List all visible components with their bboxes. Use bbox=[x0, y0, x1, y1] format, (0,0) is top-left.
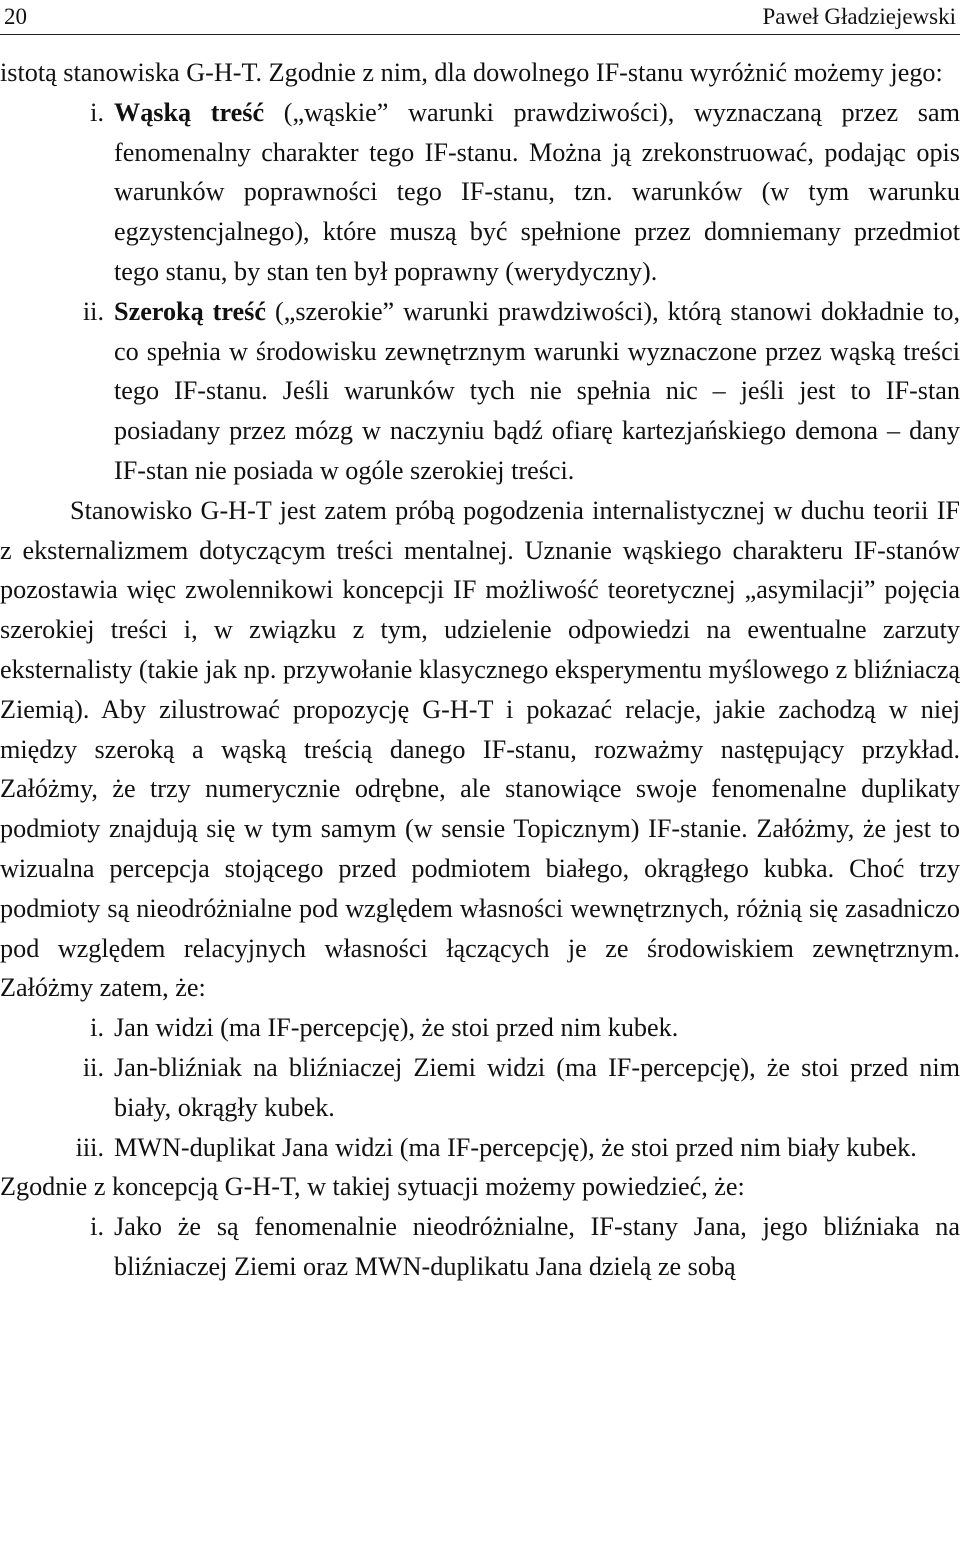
list-item-text bbox=[114, 93, 960, 292]
content-types-list bbox=[0, 93, 960, 491]
list-marker: iii. bbox=[75, 1132, 104, 1162]
list-item-body: („wąskie” warunki prawdziwości), wyznaczaną przez sam fenomenalny charakter tego IF-stanu. Można ją zrekonstruować, podając opis warunków poprawności tego IF-stanu, tzn. warunków (w tym warunku egzystencjalnego), które muszą być spełnione przez domniemany przedmiot tego stanu, by stan ten był poprawny (werydyczny). bbox=[114, 97, 960, 286]
defined-term: Szeroką treść bbox=[114, 296, 266, 326]
list-item-text: Jan-bliźniak na bliźniaczej Ziemi widzi (ma IF-percepcję), że stoi przed nim biały, okrągły kubek. bbox=[114, 1052, 960, 1122]
list-item bbox=[0, 93, 960, 292]
page-body bbox=[0, 53, 960, 1287]
page-number: 20 bbox=[4, 4, 27, 29]
list-item-text bbox=[114, 292, 960, 491]
list-item-body: („szerokie” warunki prawdziwości), którą stanowi dokładnie to, co spełnia w środowisku zewnętrznym warunki wyznaczone przez wąską treści tego IF-stanu. Jeśli warunków tych nie spełnia nic – jeśli jest to IF-stan posiadany przez mózg w naczyniu bądź ofiarę kartezjańskiego demona – dany IF-stan nie posiada w ogóle szerokiej treści. bbox=[114, 296, 960, 485]
list-marker: i. bbox=[90, 97, 104, 127]
paragraph-conclusion-intro: Zgodnie z koncepcją G-H-T, w takiej sytuacji możemy powiedzieć, że: bbox=[0, 1172, 745, 1202]
list-item bbox=[0, 292, 960, 491]
paragraph-intro: istotą stanowiska G-H-T. Zgodnie z nim, dla dowolnego IF-stanu wyróżnić możemy jego: bbox=[0, 58, 943, 87]
list-item-text: MWN-duplikat Jana widzi (ma IF-percepcję), że stoi przed nim biały kubek. bbox=[114, 1132, 917, 1162]
paragraph-main: Stanowisko G-H-T jest zatem próbą pogodzenia internalistycznej w duchu teorii IF z eksternalizmem dotyczącym treści mentalnej. Uznanie wąskiego charakteru IF-stanów pozostawia więc zwolennikowi koncepcji IF możliwość teoretycznej „asymilacji” pojęcia szerokiej treści i, w związku z tym, udzielenie odpowiedzi na ewentualne zarzuty eksternalisty (takie jak np. przywołanie klasycznego eksperymentu myślowego z bliźniaczą Ziemią). Aby zilustrować propozycję G-H-T i pokazać relacje, jakie zachodzą w niej między szeroką a wąską treścią danego IF-stanu, rozważmy następujący przykład. Załóżmy, że trzy numerycznie odrębne, ale stanowiące swoje fenomenalne duplikaty podmioty znajdują się w tym samym (w sensie Topicznym) IF-stanie. Załóżmy, że jest to wizualna percepcja stojącego przed podmiotem białego, okrągłego kubka. Choć trzy podmioty są nieodróżnialne pod względem własności wewnętrznych, różnią się zasadniczo pod względem relacyjnych własności łączących je ze środowiskiem zewnętrznym. Załóżmy zatem, że: bbox=[0, 495, 960, 1003]
list-marker: ii. bbox=[82, 296, 104, 326]
list-item-text: Jako że są fenomenalnie nieodróżnialne, IF-stany Jana, jego bliźniaka na bliźniaczej Ziemi oraz MWN-duplikatu Jana dzielą ze sobą bbox=[114, 1212, 960, 1281]
list-item bbox=[0, 1128, 960, 1168]
running-author: Paweł Gładziejewski bbox=[762, 4, 956, 29]
list-item bbox=[0, 1207, 960, 1287]
list-marker: i. bbox=[90, 1212, 104, 1242]
list-item bbox=[0, 1048, 960, 1128]
running-header bbox=[0, 0, 960, 35]
list-item bbox=[0, 1008, 960, 1048]
list-item-text: Jan widzi (ma IF-percepcję), że stoi przed nim kubek. bbox=[114, 1013, 679, 1043]
list-marker: i. bbox=[90, 1013, 104, 1043]
conclusion-list bbox=[0, 1207, 960, 1287]
defined-term: Wąską treść bbox=[114, 97, 265, 127]
example-list bbox=[0, 1008, 960, 1167]
list-marker: ii. bbox=[82, 1052, 104, 1082]
